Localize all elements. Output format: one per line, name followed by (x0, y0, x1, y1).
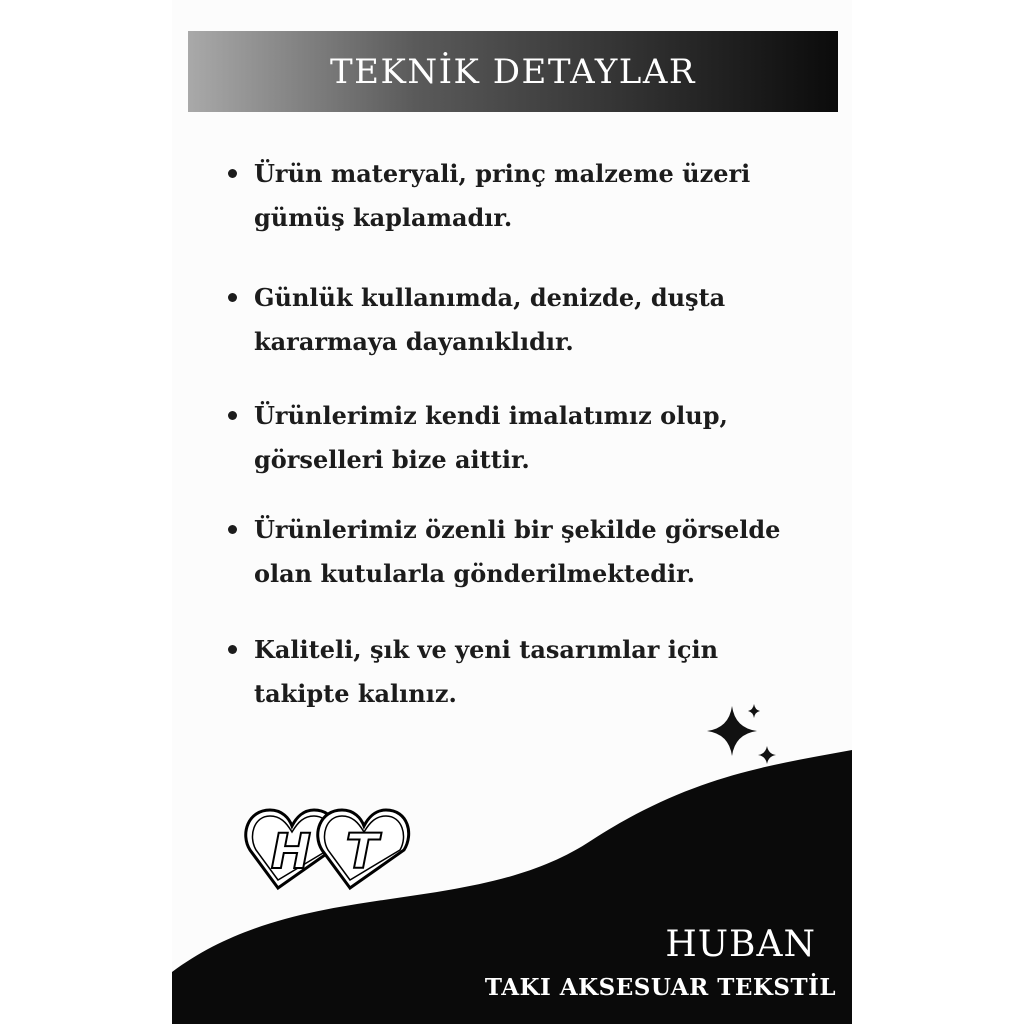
detail-item-packaging (228, 508, 780, 596)
detail-item-durability (228, 276, 725, 364)
sparkle-icon (707, 704, 776, 764)
header-title: TEKNİK DETAYLAR (329, 51, 697, 92)
header-banner (188, 31, 838, 112)
logo-letter-t: T (345, 824, 379, 880)
detail-line: olan kutularla gönderilmektedir. (254, 559, 695, 588)
detail-line: Günlük kullanımda, denizde, duşta (254, 283, 726, 312)
detail-line: takipte kalınız. (254, 679, 457, 708)
brand-tagline: TAKI AKSESUAR TEKSTİL (484, 974, 836, 1001)
detail-item-production (228, 394, 728, 482)
detail-line: kararmaya dayanıklıdır. (254, 327, 574, 356)
detail-line: gümüş kaplamadır. (254, 203, 513, 232)
detail-line: Kaliteli, şık ve yeni tasarımlar için (254, 635, 719, 664)
detail-item-material (228, 152, 750, 240)
logo-letter-h: H (270, 824, 312, 880)
detail-line: görselleri bize aittir. (254, 445, 530, 474)
ht-hearts-logo (244, 800, 414, 900)
info-card (172, 0, 852, 1024)
brand-name: HUBAN (665, 924, 816, 965)
detail-line: Ürünlerimiz kendi imalatımız olup, (254, 401, 728, 430)
detail-line: Ürün materyali, prinç malzeme üzeri (254, 159, 751, 188)
detail-line: Ürünlerimiz özenli bir şekilde görselde (254, 515, 781, 544)
